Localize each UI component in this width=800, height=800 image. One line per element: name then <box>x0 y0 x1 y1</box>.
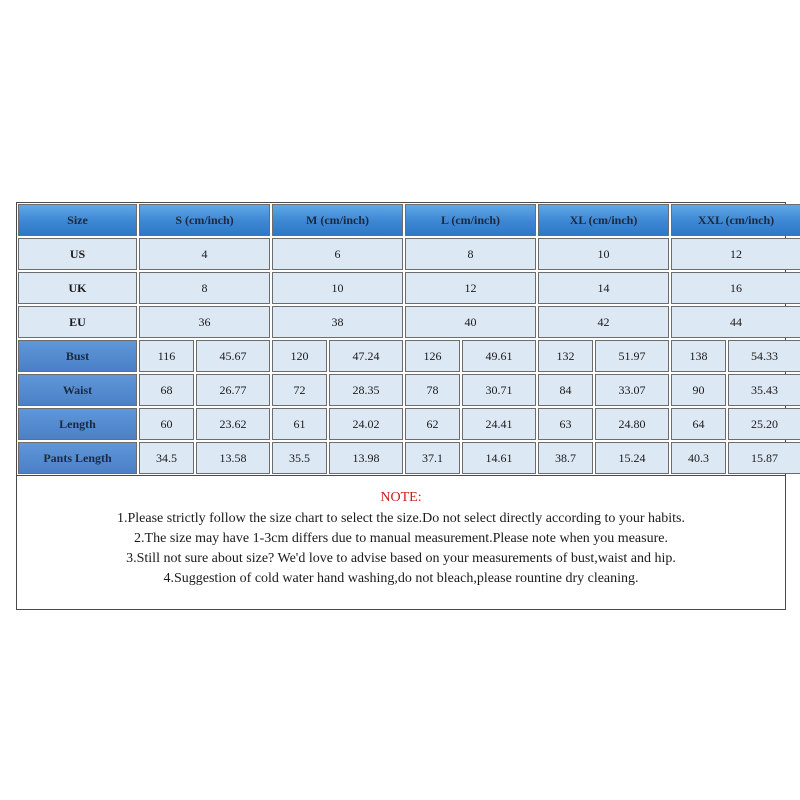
us-l: 8 <box>405 238 536 270</box>
pants-xxl-inch: 15.87 <box>728 442 800 474</box>
bust-xl-cm: 132 <box>538 340 593 372</box>
waist-s-inch: 26.77 <box>196 374 270 406</box>
length-m-cm: 61 <box>272 408 327 440</box>
waist-s-cm: 68 <box>139 374 194 406</box>
pants-m-cm: 35.5 <box>272 442 327 474</box>
length-xl-inch: 24.80 <box>595 408 669 440</box>
eu-s: 36 <box>139 306 270 338</box>
bust-m-cm: 120 <box>272 340 327 372</box>
length-xl-cm: 63 <box>538 408 593 440</box>
us-m: 6 <box>272 238 403 270</box>
waist-l-inch: 30.71 <box>462 374 536 406</box>
bust-xl-inch: 51.97 <box>595 340 669 372</box>
bust-s-cm: 116 <box>139 340 194 372</box>
note-line-3: 3.Still not sure about size? We'd love to advise based on your measurements of bust,waist and hip. <box>126 551 676 566</box>
size-chart <box>16 202 786 610</box>
row-label-us: US <box>18 238 137 270</box>
bust-l-inch: 49.61 <box>462 340 536 372</box>
pants-l-cm: 37.1 <box>405 442 460 474</box>
us-s: 4 <box>139 238 270 270</box>
length-l-inch: 24.41 <box>462 408 536 440</box>
bust-xxl-inch: 54.33 <box>728 340 800 372</box>
bust-xxl-cm: 138 <box>671 340 726 372</box>
pants-m-inch: 13.98 <box>329 442 403 474</box>
note-line-2: 2.The size may have 1-3cm differs due to manual measurement.Please note when you measure. <box>134 531 668 546</box>
length-l-cm: 62 <box>405 408 460 440</box>
length-m-inch: 24.02 <box>329 408 403 440</box>
eu-l: 40 <box>405 306 536 338</box>
length-s-inch: 23.62 <box>196 408 270 440</box>
waist-xxl-inch: 35.43 <box>728 374 800 406</box>
eu-m: 38 <box>272 306 403 338</box>
waist-l-cm: 78 <box>405 374 460 406</box>
eu-xl: 42 <box>538 306 669 338</box>
note-title: NOTE: <box>380 490 422 505</box>
uk-xxl: 16 <box>671 272 800 304</box>
us-xxl: 12 <box>671 238 800 270</box>
row-label-waist: Waist <box>18 374 137 406</box>
waist-xxl-cm: 90 <box>671 374 726 406</box>
length-xxl-cm: 64 <box>671 408 726 440</box>
eu-xxl: 44 <box>671 306 800 338</box>
row-label-length: Length <box>18 408 137 440</box>
row-label-eu: EU <box>18 306 137 338</box>
uk-s: 8 <box>139 272 270 304</box>
length-s-cm: 60 <box>139 408 194 440</box>
header-m: M (cm/inch) <box>272 204 403 236</box>
uk-m: 10 <box>272 272 403 304</box>
pants-xl-inch: 15.24 <box>595 442 669 474</box>
waist-m-cm: 72 <box>272 374 327 406</box>
note-line-4: 4.Suggestion of cold water hand washing,do not bleach,please rountine dry cleaning. <box>163 571 639 586</box>
header-xl: XL (cm/inch) <box>538 204 669 236</box>
pants-l-inch: 14.61 <box>462 442 536 474</box>
pants-s-inch: 13.58 <box>196 442 270 474</box>
header-l: L (cm/inch) <box>405 204 536 236</box>
note-line-1: 1.Please strictly follow the size chart to select the size.Do not select directly according to your habits. <box>117 511 685 526</box>
header-s: S (cm/inch) <box>139 204 270 236</box>
us-xl: 10 <box>538 238 669 270</box>
bust-m-inch: 47.24 <box>329 340 403 372</box>
bust-s-inch: 45.67 <box>196 340 270 372</box>
header-xxl: XXL (cm/inch) <box>671 204 800 236</box>
row-label-uk: UK <box>18 272 137 304</box>
pants-xxl-cm: 40.3 <box>671 442 726 474</box>
waist-xl-inch: 33.07 <box>595 374 669 406</box>
waist-xl-cm: 84 <box>538 374 593 406</box>
uk-l: 12 <box>405 272 536 304</box>
length-xxl-inch: 25.20 <box>728 408 800 440</box>
row-label-pants-length: Pants Length <box>18 442 137 474</box>
size-table <box>17 203 785 475</box>
pants-xl-cm: 38.7 <box>538 442 593 474</box>
pants-s-cm: 34.5 <box>139 442 194 474</box>
header-size: Size <box>18 204 137 236</box>
bust-l-cm: 126 <box>405 340 460 372</box>
uk-xl: 14 <box>538 272 669 304</box>
note-section <box>17 475 785 609</box>
row-label-bust: Bust <box>18 340 137 372</box>
waist-m-inch: 28.35 <box>329 374 403 406</box>
